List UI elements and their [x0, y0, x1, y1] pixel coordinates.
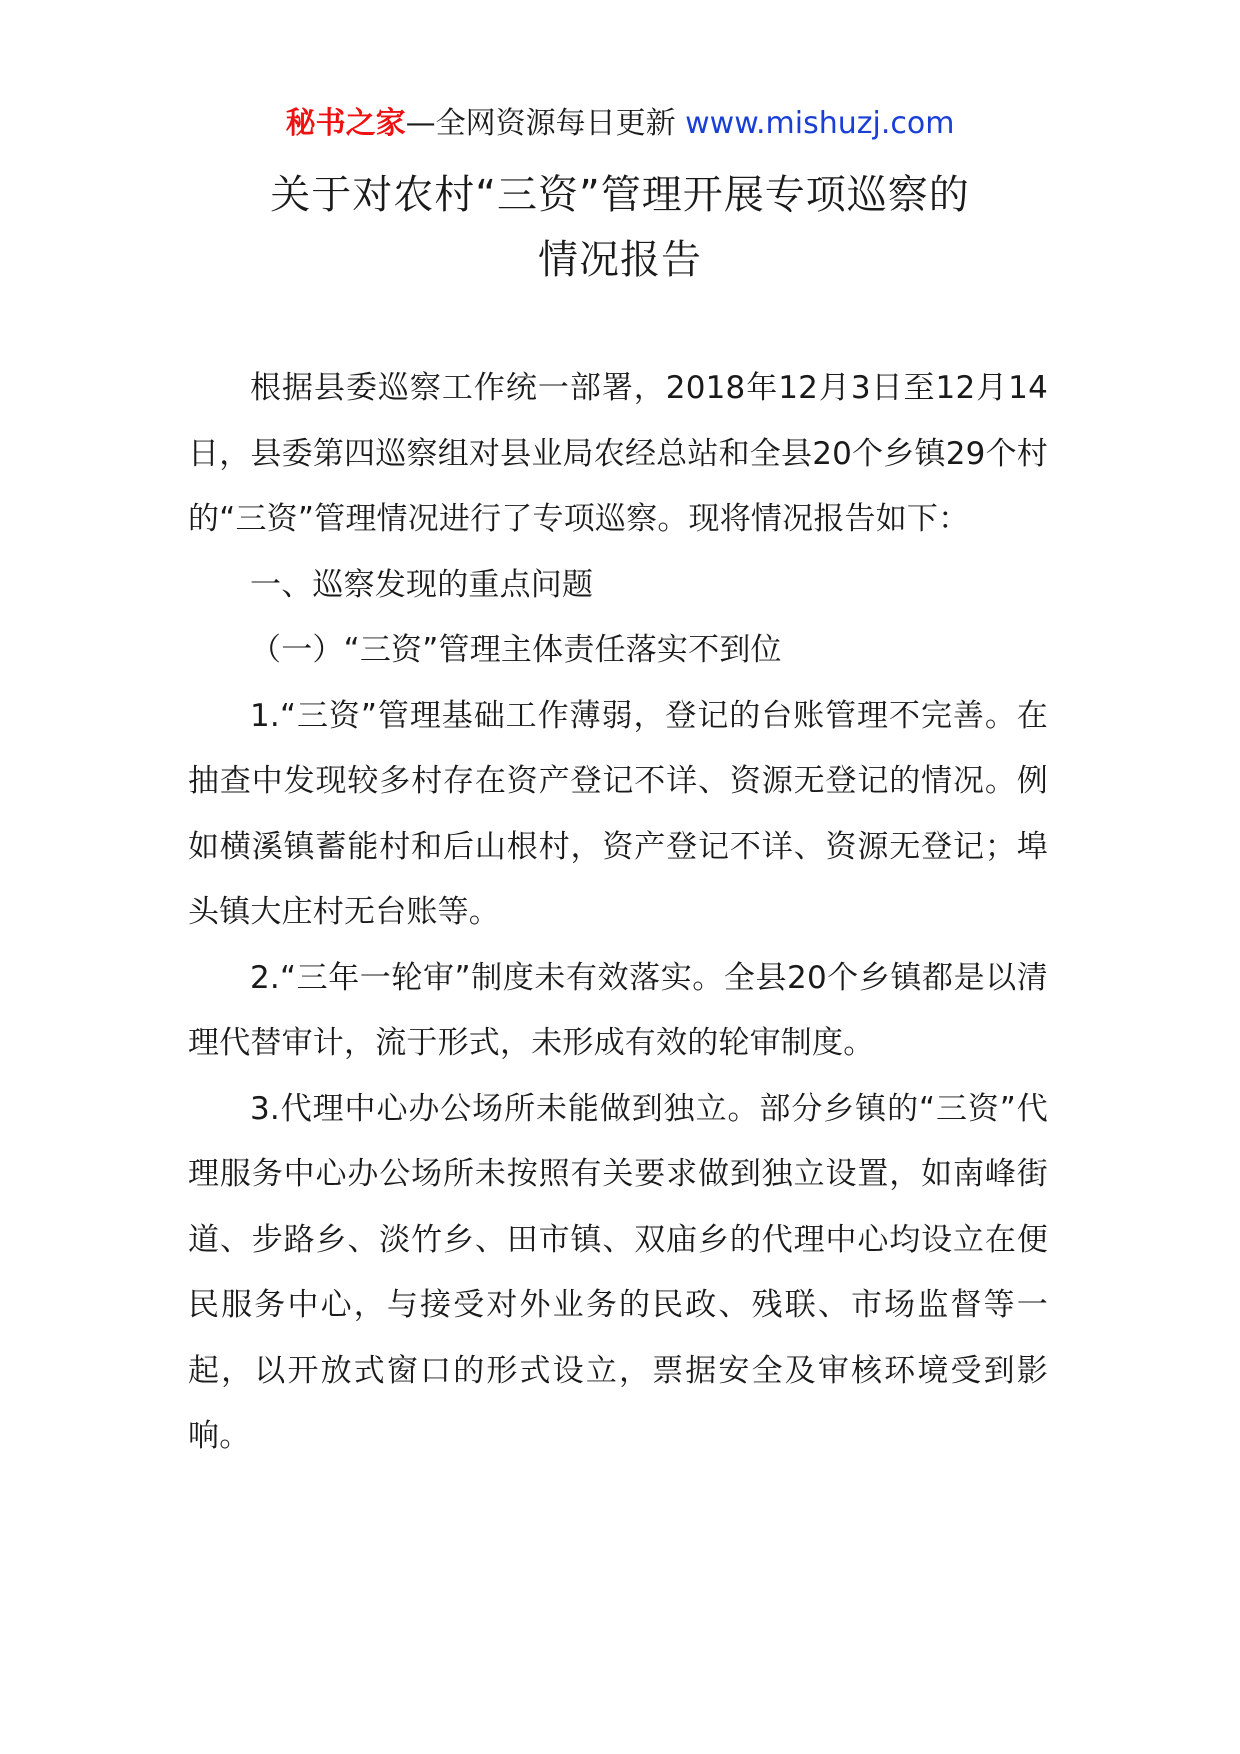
intro-paragraph: 根据县委巡察工作统一部署，2018年12月3日至12月14日，县委第四巡察组对县业局农经总站和全县20个乡镇29个村的“三资”管理情况进行了专项巡察。现将情况报告如下：: [188, 370, 1048, 537]
issue-paragraph-1: 1.“三资”管理基础工作薄弱，登记的台账管理不完善。在抽查中发现较多村存在资产登记不详、资源无登记的情况。例如横溪镇蓄能村和后山根村，资产登记不详、资源无登记；埠头镇大庄村无台账等。: [188, 697, 1048, 930]
document-title: [0, 163, 1240, 293]
section-heading-1: 一、巡察发现的重点问题: [250, 566, 594, 603]
subsection-heading-1: （一）“三资”管理主体责任落实不到位: [250, 632, 782, 668]
header-slogan: —全网资源每日更新: [405, 106, 676, 141]
site-url[interactable]: www.mishuzj.com: [685, 106, 955, 141]
issue-paragraph-2: 2.“三年一轮审”制度未有效落实。全县20个乡镇都是以清理代替审计，流于形式，未形成有效的轮审制度。: [188, 959, 1048, 1061]
brand-name: 秘书之家: [285, 106, 406, 141]
site-header: [0, 104, 1240, 144]
document-body: [188, 356, 1048, 1470]
title-line-2: 情况报告: [538, 237, 702, 283]
title-line-1: 关于对农村“三资”管理开展专项巡察的: [270, 172, 970, 218]
issue-paragraph-3: 3.代理中心办公场所未能做到独立。部分乡镇的“三资”代理服务中心办公场所未按照有关要求做到独立设置，如南峰街道、步路乡、淡竹乡、田市镇、双庙乡的代理中心均设立在便民服务中心，与接受对外业务的民政、残联、市场监督等一起，以开放式窗口的形式设立，票据安全及审核环境受到影响。: [188, 1090, 1048, 1454]
